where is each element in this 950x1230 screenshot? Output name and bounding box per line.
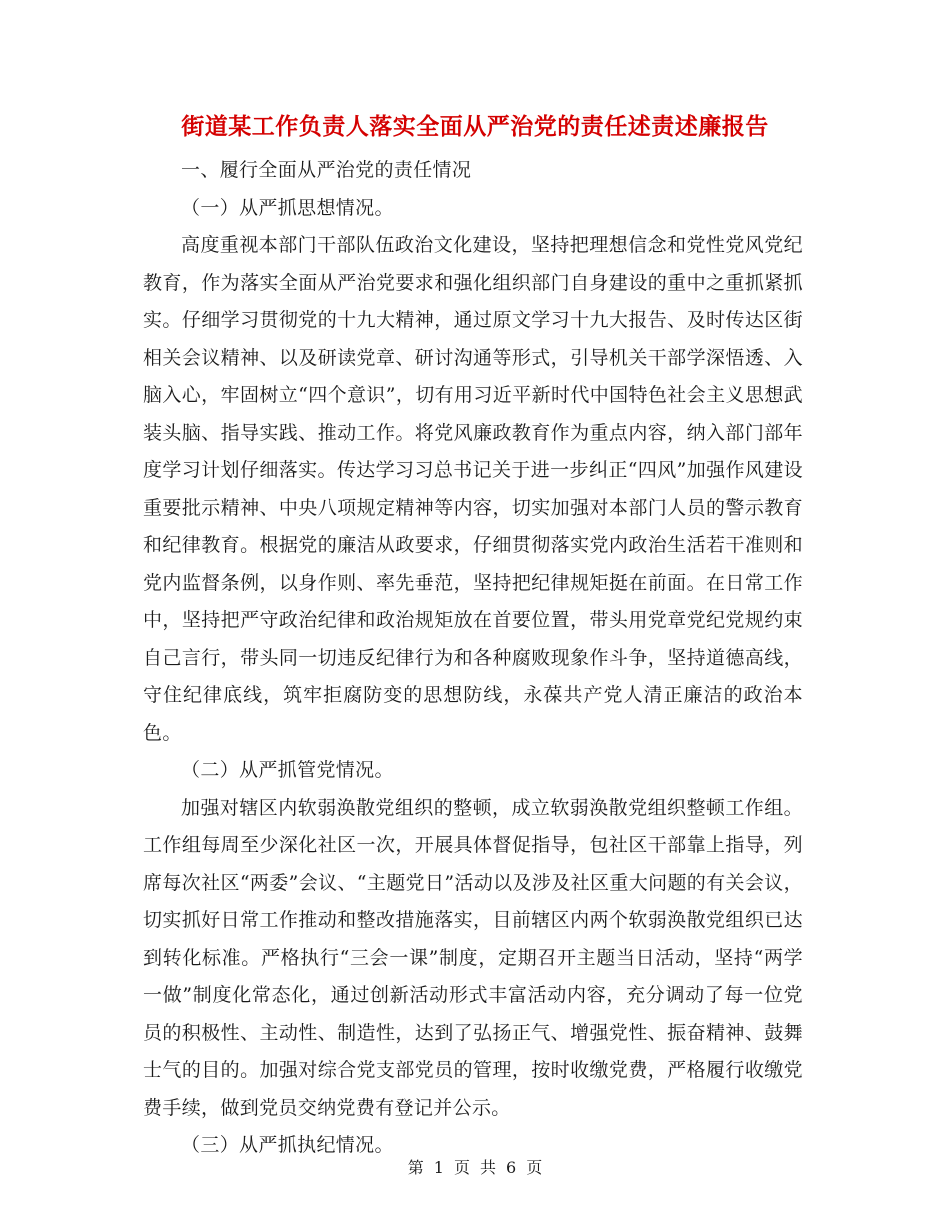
footer-label-page: 第 (407, 1158, 424, 1177)
section-heading-1: 一、履行全面从严治党的责任情况 (181, 159, 472, 181)
footer-current-page: 1 (433, 1158, 444, 1177)
footer-label-end: 页 (526, 1158, 543, 1177)
subsection-heading-1: （一）从严抓思想情况。 (181, 196, 394, 219)
footer-label-of: 页 (453, 1158, 470, 1177)
footer-label-total: 共 (480, 1158, 497, 1177)
document-body (143, 152, 803, 1165)
subsection-heading-2: （二）从严抓管党情况。 (181, 759, 394, 781)
paragraph-2: 加强对辖区内软弱涣散党组织的整顿，成立软弱涣散党组织整顿工作组。工作组每周至少深化社区一次，开展具体督促指导，包社区干部靠上指导，列席每次社区“两委”会议、“主题党日”活动以及涉及社区重大问题的有关会议，切实抓好日常工作推动和整改措施落实，目前辖区内两个软弱涣散党组织已达到转化标准。严格执行“三会一课”制度，定期召开主题当日活动，坚持“两学一做”制度化常态化，通过创新活动形式丰富活动内容，充分调动了每一位党员的积极性、主动性、制造性，达到了弘扬正气、增强党性、振奋精神、鼓舞士气的目的。加强对综合党支部党员的管理，按时收缴党费，严格履行收缴党费手续，做到党员交纳党费有登记并公示。 (143, 796, 803, 1119)
paragraph-1: 高度重视本部门干部队伍政治文化建设，坚持把理想信念和党性党风党纪教育，作为落实全面从严治党要求和强化组织部门自身建设的重中之重抓紧抓实。仔细学习贯彻党的十九大精神，通过原文学习十九大报告、及时传达区街相关会议精神、以及研读党章、研讨沟通等形式，引导机关干部学深悟透、入脑入心，牢固树立“四个意识”，切有用习近平新时代中国特色社会主义思想武装头脑、指导实践、推动工作。将党风廉政教育作为重点内容，纳入部门部年度学习计划仔细落实。传达学习习总书记关于进一步纠正“四风”加强作风建设重要批示精神、中央八项规定精神等内容，切实加强对本部门人员的警示教育和纪律教育。根据党的廉洁从政要求，仔细贯彻落实党内政治生活若干准则和党内监督条例，以身作则、率先垂范，坚持把纪律规矩挺在前面。在日常工作中，坚持把严守政治纪律和政治规矩放在首要位置，带头用党章党纪党规约束自己言行，带头同一切违反纪律行为和各种腐败现象作斗争，坚持道德高线，守住纪律底线，筑牢拒腐防变的思想防线，永葆共产党人清正廉洁的政治本色。 (143, 234, 803, 744)
document-title: 街道某工作负责人落实全面从严治党的责任述责述廉报告 (181, 114, 769, 140)
footer-total-pages: 6 (506, 1158, 517, 1177)
subsection-heading-3: （三）从严抓执纪情况。 (181, 1134, 394, 1156)
page-footer (0, 1155, 950, 1178)
